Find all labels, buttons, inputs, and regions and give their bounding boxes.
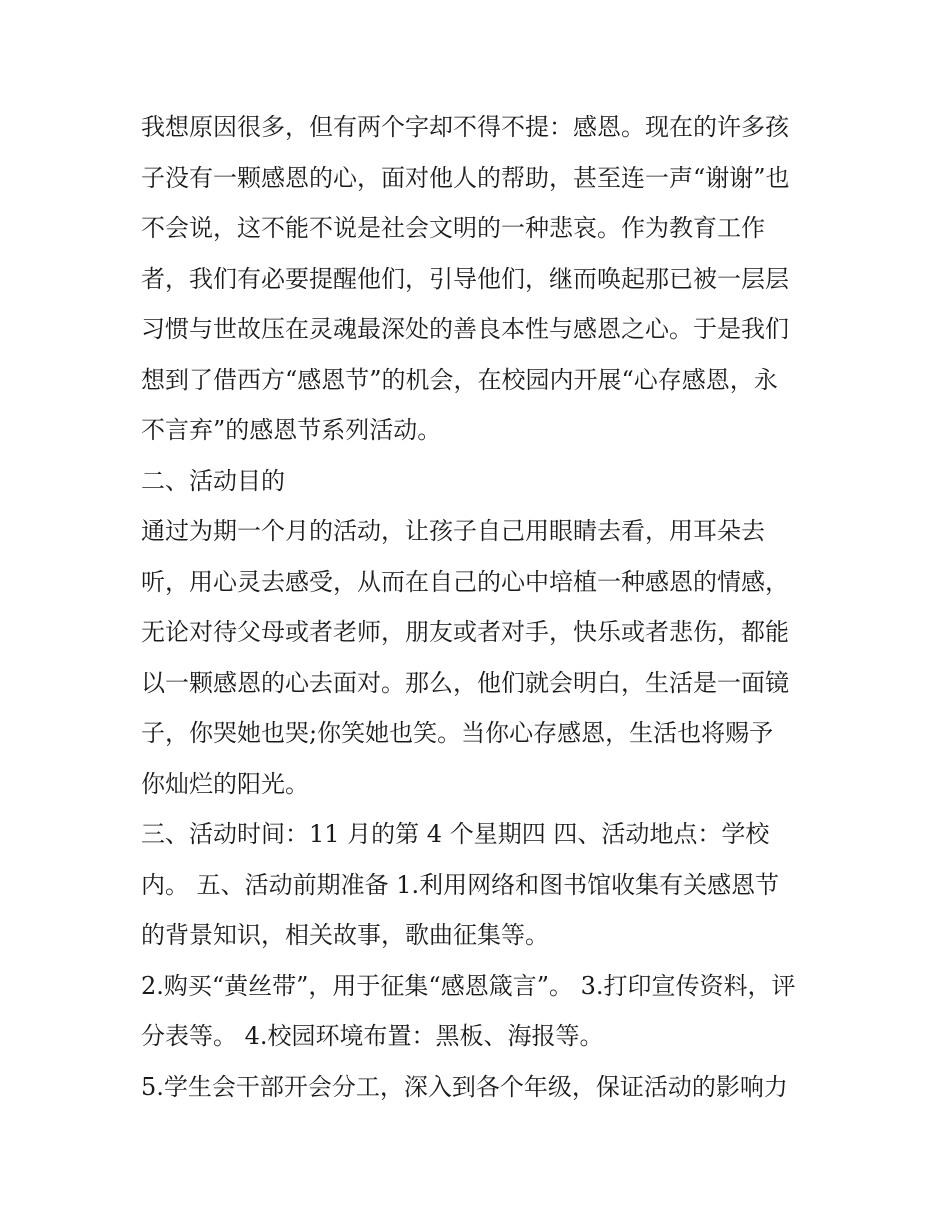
paragraph-time-place-prep: [141, 809, 821, 961]
paragraph-student-union: [141, 1062, 821, 1113]
text-line: 习惯与世故压在灵魂最深处的善良本性与感恩之心。于是我们: [141, 315, 789, 343]
section-heading-purpose: [141, 456, 821, 507]
text-line: 你灿烂的阳光。: [141, 769, 309, 798]
text-line: 想到了借西方“感恩节”的机会，在校园内开展“心存感恩，永: [141, 365, 778, 394]
text-line: 子没有一颗感恩的心，面对他人的帮助，甚至连一声“谢谢”也: [141, 163, 790, 192]
text-line: 2.购买“黄丝带”，用于征集“感恩箴言”。 3.打印宣传资料，评: [141, 971, 796, 1000]
text-line: 不会说，这不能不说是社会文明的一种悲哀。作为教育工作: [141, 214, 765, 242]
text-line: 5.学生会干部开会分工，深入到各个年级，保证活动的影响力: [141, 1072, 788, 1101]
paragraph-purpose: [141, 506, 821, 809]
paragraph-intro: [141, 102, 821, 456]
text-line: 分表等。 4.校园环境布置：黑板、海报等。: [141, 1022, 604, 1050]
text-line: 不言弃”的感恩节系列活动。: [141, 416, 442, 444]
text-line: 子，你哭她也哭;你笑她也笑。当你心存感恩，生活也将赐予: [141, 719, 774, 747]
document-body: [141, 102, 821, 1112]
text-line: 三、活动时间：11 月的第 4 个星期四 四、活动地点：学校: [141, 820, 770, 848]
text-line: 听，用心灵去感受，从而在自己的心中培植一种感恩的情感，: [141, 567, 789, 596]
heading-line: 二、活动目的: [141, 466, 285, 495]
text-line: 以一颗感恩的心去面对。那么，他们就会明白，生活是一面镜: [141, 668, 789, 697]
text-line: 无论对待父母或者老师，朋友或者对手，快乐或者悲伤，都能: [141, 618, 789, 646]
paragraph-prep-items: [141, 961, 821, 1062]
text-line: 我想原因很多，但有两个字却不得不提：感恩。现在的许多孩: [141, 113, 789, 141]
text-line: 的背景知识，相关故事，歌曲征集等。: [141, 921, 549, 949]
text-line: 者，我们有必要提醒他们，引导他们，继而唤起那已被一层层: [141, 264, 789, 293]
text-line: 内。 五、活动前期准备 1.利用网络和图书馆收集有关感恩节: [141, 870, 780, 899]
text-line: 通过为期一个月的活动，让孩子自己用眼睛去看，用耳朵去: [141, 517, 765, 545]
